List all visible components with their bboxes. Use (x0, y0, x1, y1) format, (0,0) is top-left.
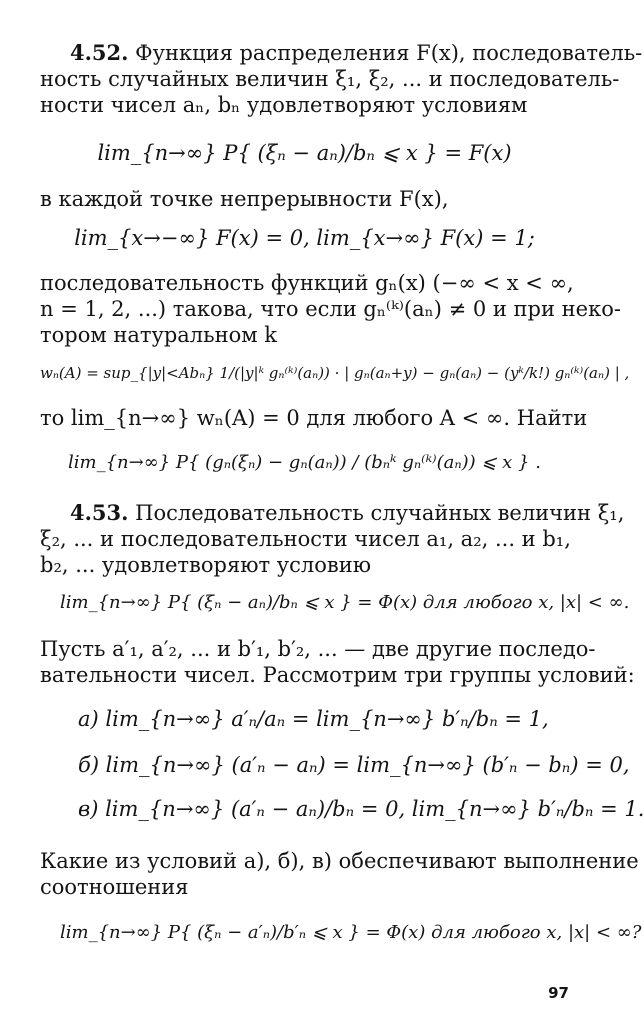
problem-4-52-line-1 (70, 40, 643, 66)
problem-4-53-line-4: Пусть a′₁, a′₂, ... и b′₁, b′₂, ... — две другие последо- (40, 637, 596, 661)
problem-4-53-line-1-text: Последовательность случайных величин ξ₁, (135, 501, 625, 525)
problem-4-52-line-3: ности чисел aₙ, bₙ удовлетворяют условиям (40, 93, 528, 117)
condition-b: б) lim_{n→∞} (a′ₙ − aₙ) = lim_{n→∞} (b′ₙ − bₙ) = 0, (78, 753, 630, 777)
problem-4-53-line-5: вательности чисел. Рассмотрим три группы условий: (40, 663, 635, 687)
formula-4-53-limit-Phi: lim_{n→∞} P{ (ξₙ − aₙ)/bₙ ⩽ x } = Φ(x) для любого x, |x| < ∞. (60, 592, 630, 613)
problem-4-53-line-1 (70, 500, 625, 526)
condition-c: в) lim_{n→∞} (a′ₙ − aₙ)/bₙ = 0, lim_{n→∞} b′ₙ/bₙ = 1. (78, 797, 644, 821)
problem-4-52-line-2: ность случайных величин ξ₁, ξ₂, ... и последователь- (40, 67, 620, 91)
problem-4-53-line-7: соотношения (40, 875, 189, 899)
problem-4-52-line-6: n = 1, 2, ...) такова, что если gₙ⁽ᵏ⁾(aₙ) ≠ 0 и при неко- (40, 297, 621, 321)
problem-number-4-53: 4.53. (70, 500, 129, 525)
problem-4-52-line-1-text: Функция распределения F(x), последователь- (135, 41, 643, 65)
problem-4-52-line-4: в каждой точке непрерывности F(x), (40, 187, 449, 211)
problem-4-53-line-6: Какие из условий а), б), в) обеспечивают выполнение (40, 849, 639, 873)
page-number: 97 (548, 984, 569, 1002)
formula-4-52-limit-distribution: lim_{n→∞} P{ (ξₙ − aₙ)/bₙ ⩽ x } = F(x) (97, 141, 512, 165)
condition-a: а) lim_{n→∞} a′ₙ/aₙ = lim_{n→∞} b′ₙ/bₙ = 1, (78, 707, 549, 731)
formula-4-53-question: lim_{n→∞} P{ (ξₙ − a′ₙ)/b′ₙ ⩽ x } = Φ(x) для любого x, |x| < ∞? (60, 922, 642, 943)
problem-4-52-line-8: то lim_{n→∞} wₙ(A) = 0 для любого A < ∞. Найти (40, 406, 588, 430)
problem-4-52-line-5: последовательность функций gₙ(x) (−∞ < x < ∞, (40, 271, 574, 295)
problem-number-4-52: 4.52. (70, 40, 129, 65)
formula-4-52-limits-F: lim_{x→−∞} F(x) = 0, lim_{x→∞} F(x) = 1; (74, 226, 535, 250)
problem-4-53-line-3: b₂, ... удовлетворяют условию (40, 553, 371, 577)
formula-4-52-find: lim_{n→∞} P{ (gₙ(ξₙ) − gₙ(aₙ)) / (bₙᵏ gₙ⁽ᵏ⁾(aₙ)) ⩽ x } . (68, 452, 541, 473)
formula-4-52-w-n: wₙ(A) = sup_{|y|<Abₙ} 1/(|y|ᵏ gₙ⁽ᵏ⁾(aₙ)) · | gₙ(aₙ+y) − gₙ(aₙ) − (yᵏ/k!) gₙ⁽ᵏ⁾(aₙ) | , (40, 364, 630, 382)
problem-4-53-line-2: ξ₂, ... и последовательности чисел a₁, a₂, ... и b₁, (40, 527, 571, 551)
problem-4-52-line-7: тором натуральном k (40, 323, 277, 347)
